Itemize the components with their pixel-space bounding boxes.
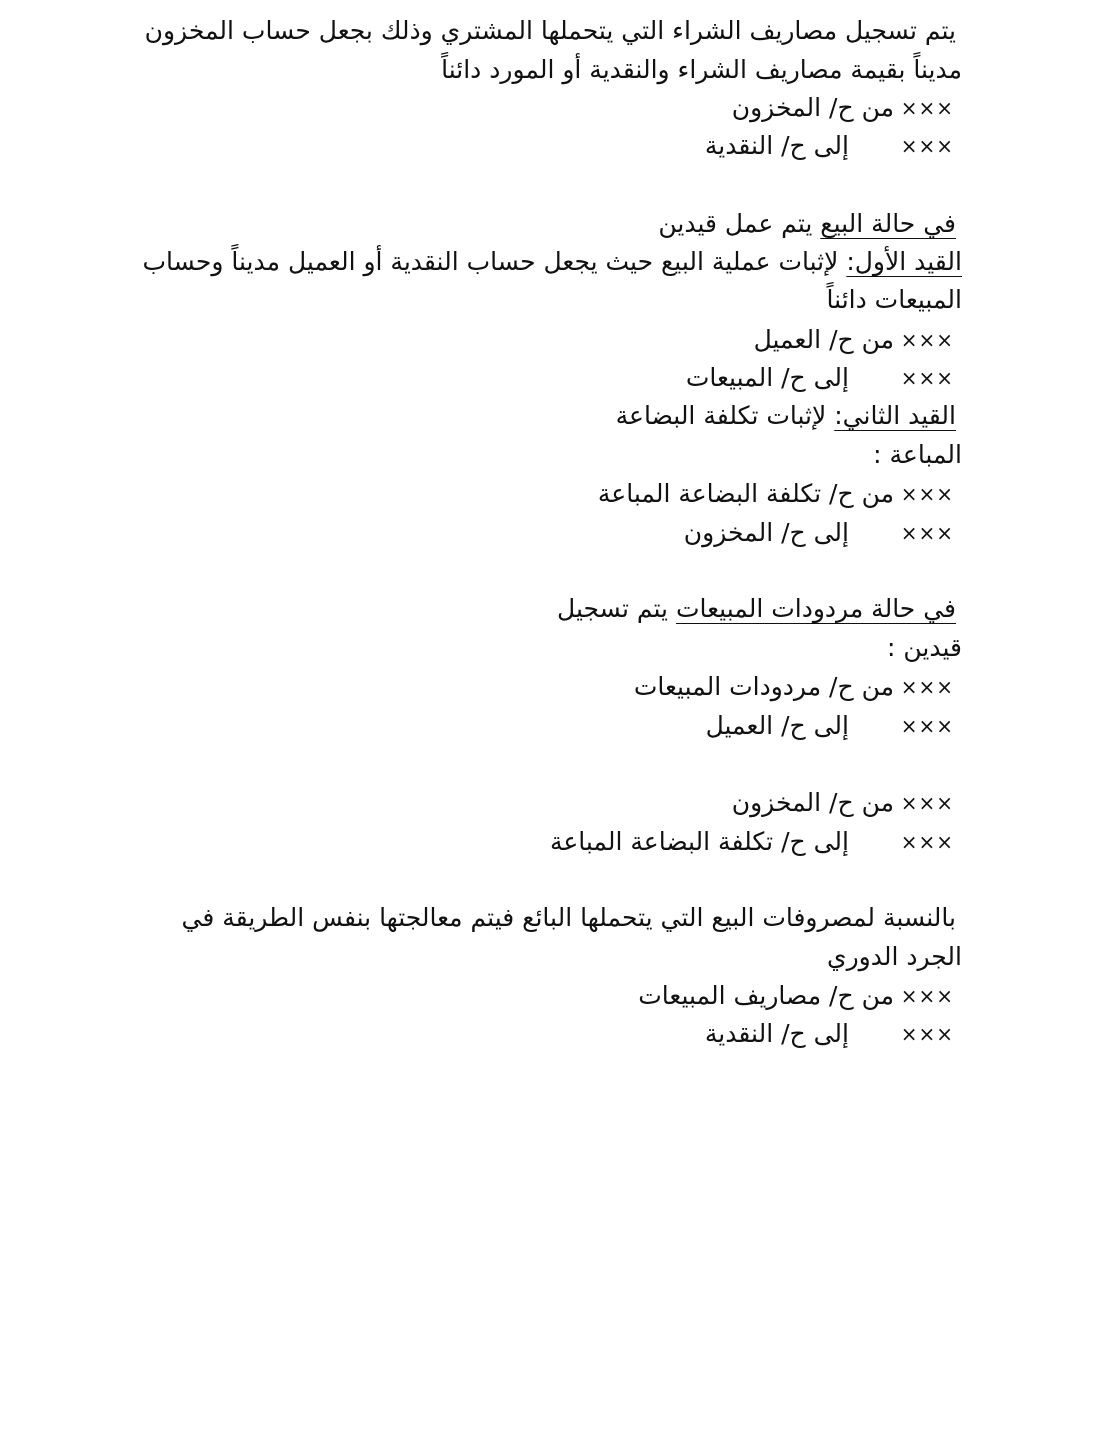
entry1-debit-amount: ××× [900, 96, 954, 120]
selling-debit-amount: ××× [900, 984, 954, 1008]
sale-second-text: لإثبات تكلفة البضاعة [615, 401, 835, 430]
returns-heading-line-2: قيدين : [887, 633, 962, 662]
returns-a-credit-account: إلى ح/ العميل [705, 711, 849, 740]
returns-heading-rest: يتم تسجيل [557, 594, 676, 623]
sale-b-debit-amount: ××× [900, 482, 954, 506]
returns-b-credit-amount: ××× [900, 830, 954, 854]
returns-a-debit-amount: ××× [900, 675, 954, 699]
sale-second-label: القيد الثاني: [834, 401, 956, 430]
sale-heading [658, 205, 956, 243]
returns-a-credit-amount: ××× [900, 714, 954, 738]
sale-b-debit-account: من ح/ تكلفة البضاعة المباعة [597, 479, 894, 508]
sale-a-credit-amount: ××× [900, 366, 954, 390]
selling-credit-amount: ××× [900, 1022, 954, 1046]
intro-line-1: يتم تسجيل مصاريف الشراء التي يتحملها المشتري وذلك بجعل حساب المخزون [144, 16, 956, 45]
returns-a-debit-account: من ح/ مردودات المبيعات [633, 672, 894, 701]
sale-heading-rest: يتم عمل قيدين [658, 209, 821, 238]
sale-heading-underlined: في حالة البيع [820, 209, 956, 238]
entry1-credit-account: إلى ح/ النقدية [704, 131, 849, 160]
sale-a-credit-account: إلى ح/ المبيعات [685, 363, 849, 392]
returns-b-credit-account: إلى ح/ تكلفة البضاعة المباعة [549, 827, 849, 856]
selling-debit-account: من ح/ مصاريف المبيعات [638, 981, 894, 1010]
sale-first-label: القيد الأول: [846, 247, 962, 276]
sale-a-debit-account: من ح/ العميل [753, 325, 894, 354]
sale-b-credit-account: إلى ح/ المخزون [683, 518, 849, 547]
sale-b-credit-amount: ××× [900, 521, 954, 545]
sale-second-line-1 [616, 397, 956, 435]
selling-expenses-line-1: بالنسبة لمصروفات البيع التي يتحملها البائع فيتم معالجتها بنفس الطريقة في [181, 903, 956, 932]
returns-heading-underlined: في حالة مردودات المبيعات [675, 594, 956, 623]
sale-first-line-2: المبيعات دائناً [826, 285, 962, 314]
sale-first-text: لإثبات عملية البيع حيث يجعل حساب النقدية أو العميل مديناً وحساب [142, 247, 847, 276]
entry1-debit-account: من ح/ المخزون [731, 93, 894, 122]
sale-first-line-1 [142, 243, 962, 281]
sale-second-line-2: المباعة : [873, 440, 962, 469]
intro-line-2: مديناً بقيمة مصاريف الشراء والنقدية أو المورد دائناً [441, 55, 962, 84]
selling-credit-account: إلى ح/ النقدية [704, 1019, 849, 1048]
selling-expenses-line-2: الجرد الدوري [827, 942, 962, 971]
returns-b-debit-account: من ح/ المخزون [731, 788, 894, 817]
entry1-credit-amount: ××× [900, 134, 954, 158]
returns-b-debit-amount: ××× [900, 791, 954, 815]
returns-heading [557, 590, 956, 628]
sale-a-debit-amount: ××× [900, 328, 954, 352]
